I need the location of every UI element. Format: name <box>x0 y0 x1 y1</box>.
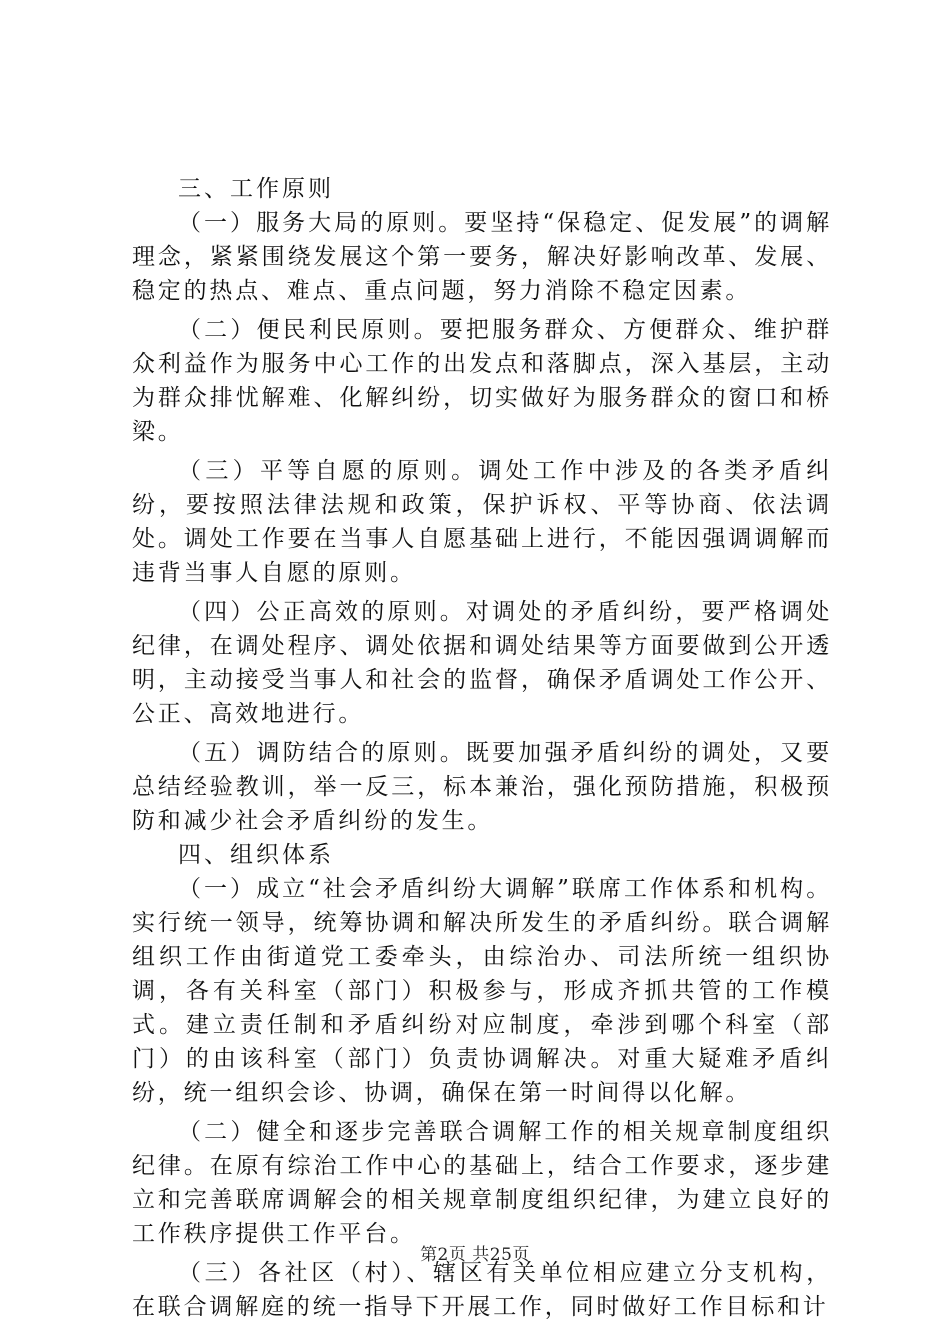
document-body <box>132 172 832 1329</box>
paragraph-principle-1: （一）服务大局的原则。要坚持“保稳定、促发展”的调解理念，紧紧围绕发展这个第一要务，解决好影响改革、发展、稳定的热点、难点、重点问题，努力消除不稳定因素。 <box>132 210 832 304</box>
section-heading-organization: 四、组织体系 <box>178 842 334 868</box>
section-heading-work-principles: 三、工作原则 <box>178 176 334 202</box>
paragraph-organization-1: （一）成立“社会矛盾纠纷大调解”联席工作体系和机构。实行统一领导，统筹协调和解决所发生的矛盾纠纷。联合调解组织工作由街道党工委牵头，由综治办、司法所统一组织协调，各有关科室（部门）积极参与，形成齐抓共管的工作模式。建立责任制和矛盾纠纷对应制度，牵涉到哪个科室（部门）的由该科室（部门）负责协调解决。对重大疑难矛盾纠纷，统一组织会诊、协调，确保在第一时间得以化解。 <box>132 876 832 1106</box>
paragraph-organization-3: （三）各社区（村）、辖区有关单位相应建立分支机构，在联合调解庭的统一指导下开展工作，同时做好工作目标和计 <box>132 1260 832 1320</box>
paragraph-organization-2: （二）健全和逐步完善联合调解工作的相关规章制度组织纪律。在原有综治工作中心的基础上，结合工作要求，逐步建立和完善联席调解会的相关规章制度组织纪律，为建立良好的工作秩序提供工作平台。 <box>132 1119 832 1247</box>
paragraph-principle-4: （四）公正高效的原则。对调处的矛盾纠纷，要严格调处纪律，在调处程序、调处依据和调处结果等方面要做到公开透明，主动接受当事人和社会的监督，确保矛盾调处工作公开、公正、高效地进行。 <box>132 599 832 727</box>
page-footer: 第2页 共25页 <box>420 1245 530 1265</box>
paragraph-principle-5: （五）调防结合的原则。既要加强矛盾纠纷的调处，又要总结经验教训，举一反三，标本兼治，强化预防措施，积极预防和减少社会矛盾纠纷的发生。 <box>132 740 832 834</box>
paragraph-principle-2: （二）便民利民原则。要把服务群众、方便群众、维护群众利益作为服务中心工作的出发点和落脚点，深入基层，主动为群众排忧解难、化解纠纷，切实做好为服务群众的窗口和桥梁。 <box>132 317 832 445</box>
paragraph-principle-3: （三）平等自愿的原则。调处工作中涉及的各类矛盾纠纷，要按照法律法规和政策，保护诉权、平等协商、依法调处。调处工作要在当事人自愿基础上进行，不能因强调调解而违背当事人自愿的原则。 <box>132 458 832 586</box>
